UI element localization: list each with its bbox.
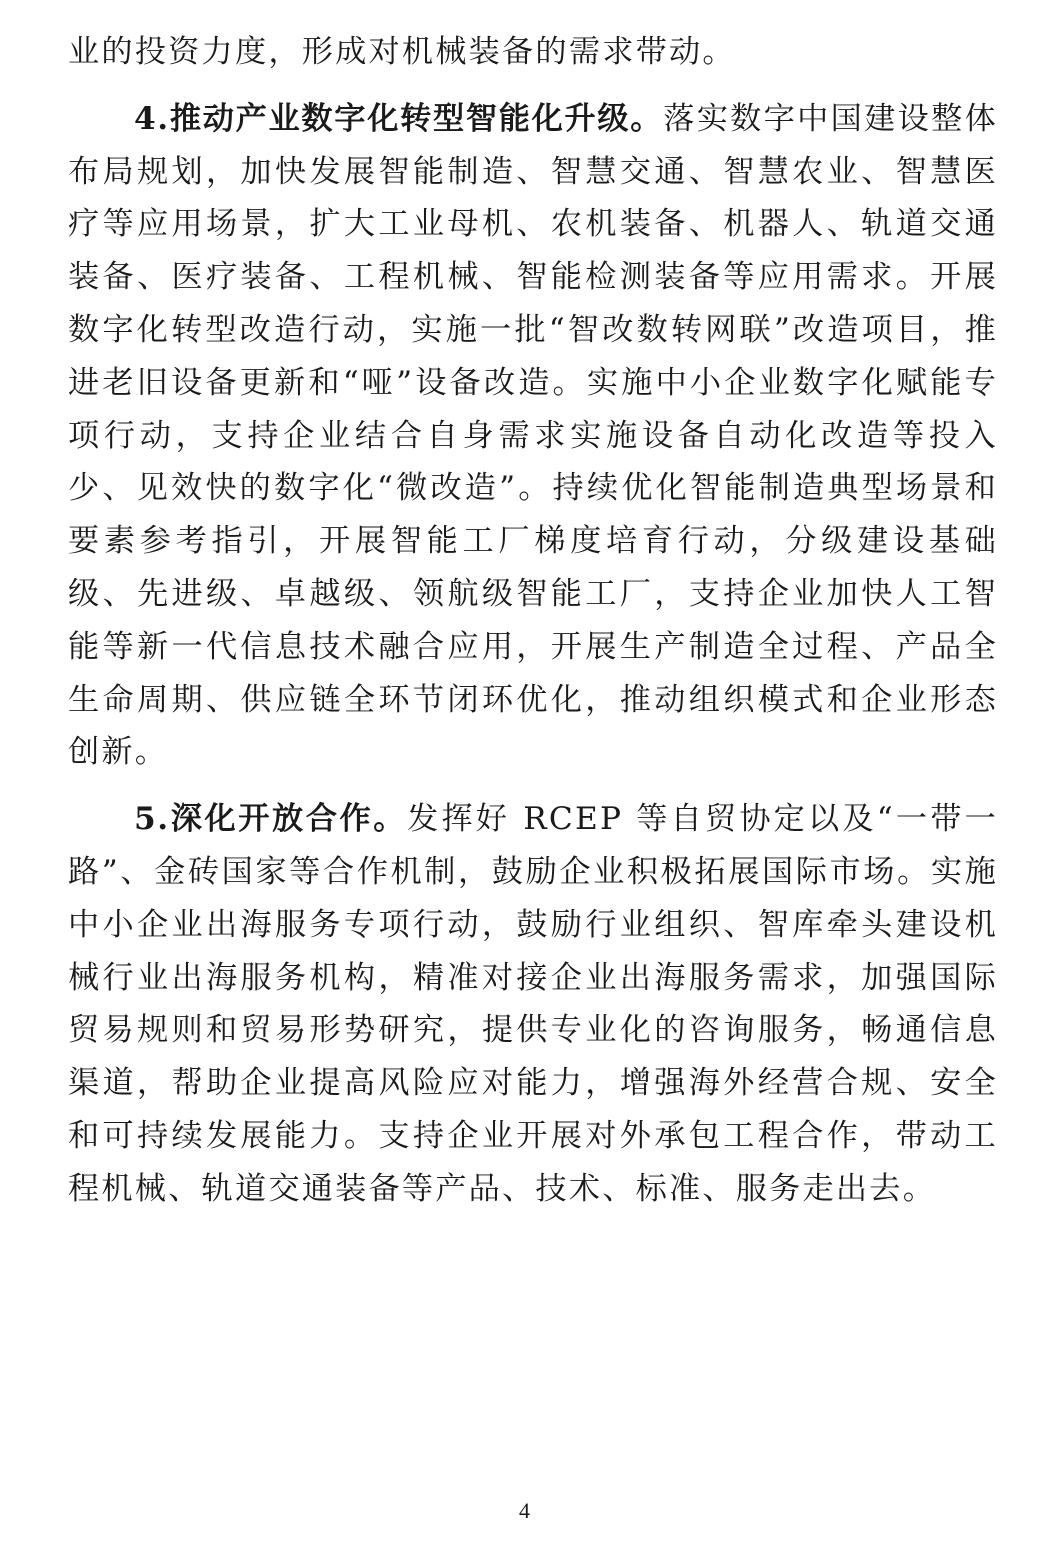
paragraph-text: 发挥好 RCEP 等自贸协定以及“一带一路”、金砖国家等合作机制，鼓励企业积极拓展国际市场。实施中小企业出海服务专项行动，鼓励行业组织、智库牵头建设机械行业出海服务机构，精准对接企业出海服务需求，加强国际贸易规则和贸易形势研究，提供专业化的咨询服务，畅通信息渠道，帮助企业提高风险应对能力，增强海外经营合规、安全和可持续发展能力。支持企业开展对外承包工程合作，带动工程机械、轨道交通装备等产品、技术、标准、服务走出去。 [68,801,998,1207]
paragraph-open-cooperation [68,793,998,1215]
paragraph-continuation [68,26,998,79]
section-heading-5: 5.深化开放合作。 [134,801,408,838]
paragraph-text: 落实数字中国建设整体布局规划，加快发展智能制造、智慧交通、智慧农业、智慧医疗等应用场景，扩大工业母机、农机装备、机器人、轨道交通装备、医疗装备、工程机械、智能检测装备等应用需求。开展数字化转型改造行动，实施一批“智改数转网联”改造项目，推进老旧设备更新和“哑”设备改造。实施中小企业数字化赋能专项行动，支持企业结合自身需求实施设备自动化改造等投入少、见效快的数字化“微改造”。持续优化智能制造典型场景和要素参考指引，开展智能工厂梯度培育行动，分级建设基础级、先进级、卓越级、领航级智能工厂，支持企业加快人工智能等新一代信息技术融合应用，开展生产制造全过程、产品全生命周期、供应链全环节闭环优化，推动组织模式和企业形态创新。 [68,100,998,771]
page-number: 4 [519,1498,530,1523]
paragraph-text: 业的投资力度，形成对机械装备的需求带动。 [68,34,736,70]
document-body [68,26,998,1216]
paragraph-digital-transformation [68,93,998,779]
section-heading-4: 4.推动产业数字化转型智能化升级。 [134,100,664,137]
